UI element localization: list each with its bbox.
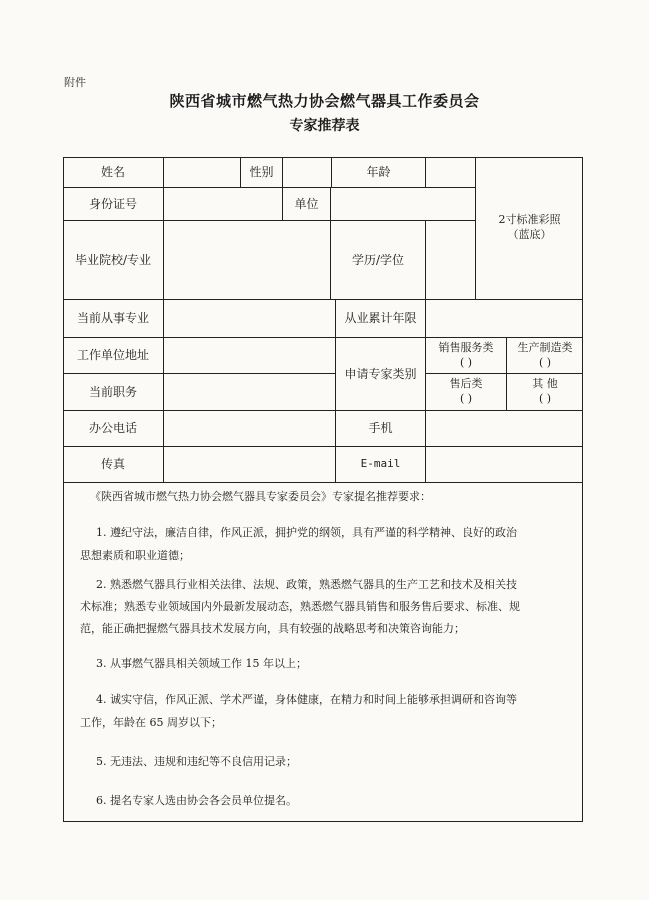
degree-label: 学历/学位 [351,252,405,267]
photo-box[interactable] [476,157,583,299]
requirement-item-1-line: 思想素质和职业道德； [80,549,190,562]
requirement-item-6-line: 6. 提名专家人选由协会各会员单位提名。 [96,794,297,807]
fax-label: 传真 [100,457,125,472]
current-position-label: 当前职务 [88,384,137,399]
category-manufacturing[interactable] [507,338,583,373]
requirement-item-2-line: 2. 熟悉燃气器具行业相关法律、法规、政策，熟悉燃气器具的生产工艺和技术及相关技 [96,578,517,591]
age-label: 年龄 [366,164,391,179]
category-other[interactable] [507,374,583,410]
gender-field[interactable] [283,157,331,187]
unit-label: 单位 [294,196,319,211]
requirement-item-1-line: 1. 遵纪守法，廉洁自律，作风正派，拥护党的纲领，具有严谨的科学精神、良好的政治 [96,526,517,539]
age-field[interactable] [426,157,475,187]
category-label: 销售服务类 [438,340,494,354]
fax-field[interactable] [164,447,335,482]
requirement-item-3-line: 3. 从事燃气器具相关领域工作 15 年以上； [96,657,307,670]
office-phone-field[interactable] [164,411,335,446]
table-rule [63,482,583,483]
work-address-field[interactable] [164,338,335,373]
gender-label: 性别 [249,164,274,179]
school-major-label: 毕业院校/专业 [74,252,152,267]
current-major-field[interactable] [164,300,335,337]
name-label: 姓名 [100,164,125,179]
office-phone-label: 办公电话 [88,421,137,436]
requirement-item-2-line: 范，能正确把握燃气器具技术发展方向，具有较强的战略思考和决策咨询能力； [80,622,465,635]
current-major-label: 当前从事专业 [76,311,149,326]
category-label: 售后类 [449,377,483,391]
category-after-sales[interactable] [426,374,506,410]
category-label: 生产制造类 [517,340,573,354]
id-number-label: 身份证号 [88,196,137,211]
expert-category-label: 申请专家类别 [344,366,417,381]
category-checkbox[interactable]: ( ) [538,355,552,369]
document-title: 陕西省城市燃气热力协会燃气器具工作委员会 [169,92,480,110]
name-field[interactable] [164,157,240,187]
photo-note: （蓝底） [507,228,552,241]
category-checkbox[interactable]: ( ) [459,392,473,405]
category-checkbox[interactable]: ( ) [459,355,473,369]
school-major-field[interactable] [164,221,330,299]
work-years-field[interactable] [426,300,583,337]
degree-field[interactable] [426,221,475,299]
email-field[interactable] [426,447,583,482]
document-subtitle: 专家推荐表 [289,118,360,134]
work-years-label: 从业累计年限 [344,311,417,326]
category-label: 其 他 [532,377,558,391]
mobile-field[interactable] [426,411,583,446]
current-position-field[interactable] [164,374,335,410]
requirement-item-4-line: 4. 诚实守信，作风正派、学术严谨，身体健康，在精力和时间上能够承担调研和咨询等 [96,693,517,706]
category-checkbox[interactable]: ( ) [538,392,552,405]
requirements-intro: 《陕西省城市燃气热力协会燃气器具专家委员会》专家提名推荐要求： [90,490,431,503]
unit-field[interactable] [331,188,475,220]
photo-label: 2寸标准彩照 [498,213,561,227]
category-sales-service[interactable] [426,338,506,373]
requirement-item-4-line: 工作，年龄在 65 周岁以下； [80,716,222,729]
id-number-field[interactable] [164,188,282,220]
mobile-label: 手机 [368,421,393,436]
email-label: E-mail [360,457,401,471]
requirement-item-2-line: 术标准；熟悉专业领域国内外最新发展动态，熟悉燃气器具销售和服务售后要求、标准、规 [80,600,520,613]
attachment-label: 附件 [64,76,86,89]
work-address-label: 工作单位地址 [76,348,149,363]
requirement-item-5-line: 5. 无违法、违规和违纪等不良信用记录； [96,755,297,768]
